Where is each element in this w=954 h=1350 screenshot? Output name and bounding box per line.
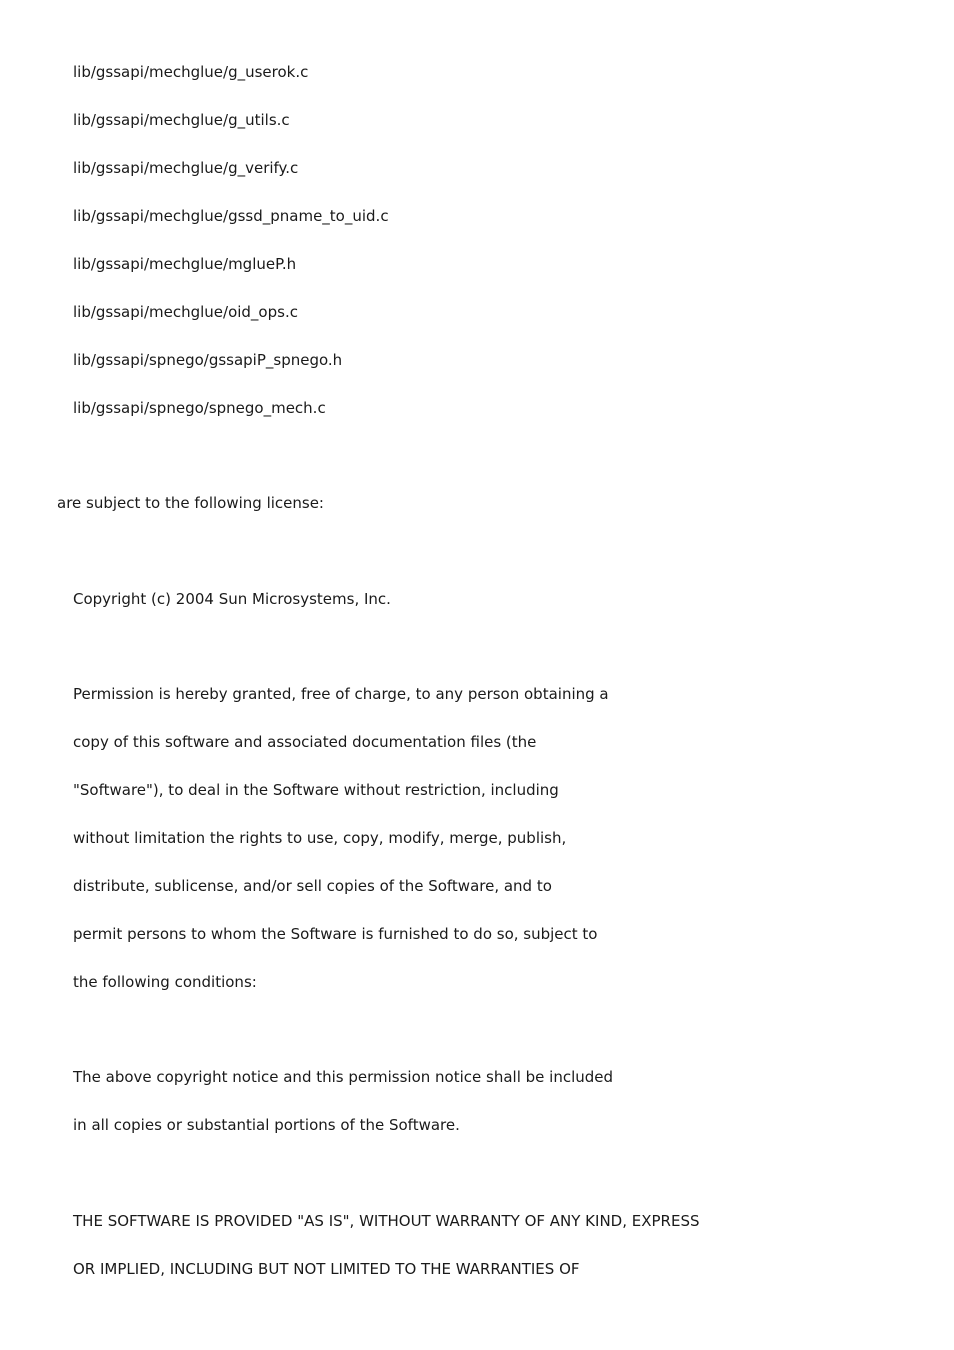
file-path: lib/gssapi/mechglue/g_userok.c [73,63,309,81]
paragraph-line: Permission is hereby granted, free of charge, to any person obtaining a [73,685,609,703]
paragraph-line: distribute, sublicense, and/or sell copies of the Software, and to [73,877,552,895]
license-intro: are subject to the following license: [57,494,324,512]
paragraph-line: the following conditions: [73,973,257,991]
file-path: lib/gssapi/spnego/spnego_mech.c [73,399,326,417]
paragraph-line: permit persons to whom the Software is furnished to do so, subject to [73,925,598,943]
file-path: lib/gssapi/spnego/gssapiP_spnego.h [73,351,343,369]
file-path: lib/gssapi/mechglue/oid_ops.c [73,303,298,321]
file-path: lib/gssapi/mechglue/mglueP.h [73,255,297,273]
paragraph-line: without limitation the rights to use, copy, modify, merge, publish, [73,829,567,847]
paragraph-line: THE SOFTWARE IS PROVIDED "AS IS", WITHOUT WARRANTY OF ANY KIND, EXPRESS [73,1212,700,1230]
file-path: lib/gssapi/mechglue/gssd_pname_to_uid.c [73,207,389,225]
file-path: lib/gssapi/mechglue/g_verify.c [73,159,299,177]
file-path: lib/gssapi/mechglue/g_utils.c [73,111,290,129]
paragraph-line: copy of this software and associated documentation files (the [73,733,537,751]
paragraph-line: The above copyright notice and this permission notice shall be included [73,1068,614,1086]
paragraph-line: in all copies or substantial portions of the Software. [73,1116,460,1134]
paragraph-line: "Software"), to deal in the Software without restriction, including [73,781,559,799]
paragraph-line: OR IMPLIED, INCLUDING BUT NOT LIMITED TO THE WARRANTIES OF [73,1260,580,1278]
copyright-line: Copyright (c) 2004 Sun Microsystems, Inc. [73,590,391,608]
